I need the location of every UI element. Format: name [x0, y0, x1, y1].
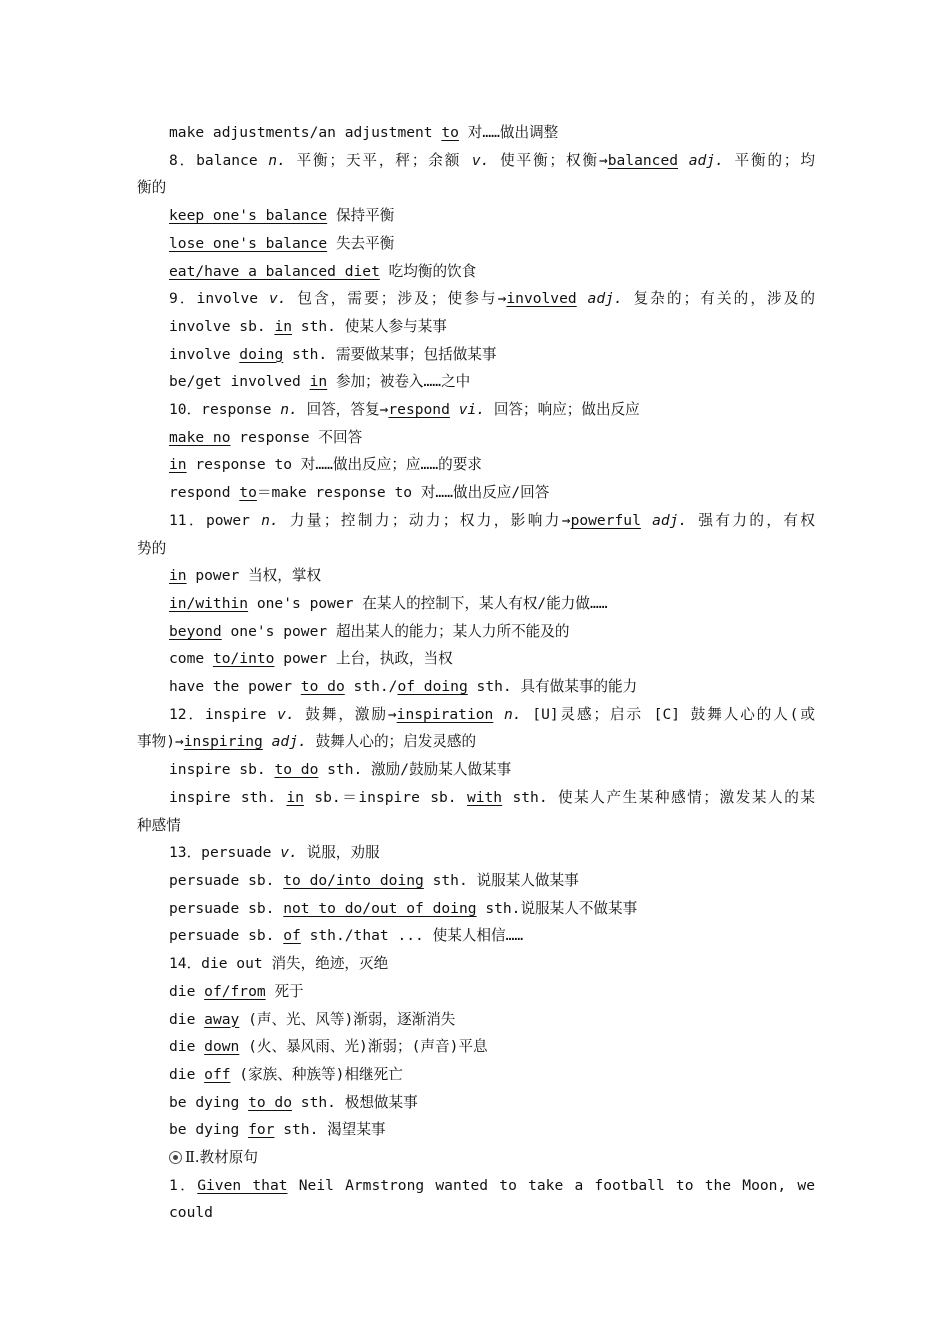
answer-blank: in — [274, 317, 293, 335]
text-line — [137, 701, 815, 729]
text-segment: response 不回答 — [230, 428, 363, 446]
part-of-speech: v. — [471, 151, 490, 169]
text-line — [137, 1006, 815, 1034]
text-segment — [450, 401, 459, 418]
text-segment: 13．persuade — [169, 844, 281, 862]
text-line — [137, 922, 815, 950]
text-segment: 保持平衡 — [327, 207, 395, 225]
text-segment — [577, 290, 588, 307]
part-of-speech: v. — [277, 705, 295, 723]
text-line — [137, 618, 815, 646]
answer-blank: Given that — [197, 1176, 288, 1194]
text-line — [137, 1089, 815, 1117]
text-line — [137, 784, 815, 812]
text-segment: be dying — [169, 1093, 249, 1111]
text-segment: 死于 — [265, 982, 304, 1000]
text-segment: Neil Armstrong wanted to take a football to the Moon, we could — [169, 1176, 815, 1222]
text-line — [137, 285, 815, 313]
text-segment: 12．inspire — [169, 705, 278, 723]
text-line — [137, 812, 815, 840]
text-segment — [263, 733, 272, 750]
textbook-sentence-1 — [137, 1172, 815, 1227]
text-segment: 包含，需要；涉及；使参与→ — [286, 290, 507, 308]
text-segment: 复杂的；有关的，涉及的 — [622, 290, 815, 308]
text-line — [137, 1116, 815, 1144]
answer-blank: of doing — [397, 678, 468, 696]
text-segment: 8．balance — [169, 151, 269, 169]
text-segment: 鼓舞人心的；启发灵感的 — [306, 733, 477, 751]
text-segment: die — [169, 1010, 205, 1028]
text-line — [137, 756, 815, 784]
text-line — [137, 867, 815, 895]
text-segment: sth./that ... 使某人相信…… — [300, 927, 524, 945]
answer-blank: involved — [506, 290, 577, 308]
text-segment: involve — [169, 345, 240, 363]
part-of-speech: v. — [280, 844, 298, 862]
text-segment: 11．power — [169, 511, 262, 529]
text-segment: one's power 在某人的控制下，某人有权/能力做…… — [248, 594, 608, 612]
answer-blank: to do — [248, 1093, 293, 1111]
text-segment: 使平衡；权衡→ — [489, 151, 608, 169]
text-line — [137, 202, 815, 230]
text-segment: 鼓舞，激励→ — [294, 705, 397, 723]
answer-blank: in — [309, 373, 328, 391]
answer-blank: to — [239, 484, 257, 502]
radio-bullet-icon — [169, 1151, 182, 1164]
text-segment: 9．involve — [169, 290, 269, 308]
answer-blank: to do — [300, 678, 345, 696]
text-segment — [641, 512, 652, 529]
text-line — [137, 479, 815, 507]
text-segment: (家族、种族等)相继死亡 — [230, 1065, 403, 1083]
text-segment: sth./ — [344, 678, 398, 696]
part-of-speech: adj. — [652, 511, 688, 529]
text-segment: come — [169, 650, 213, 668]
text-segment: 14．die out 消失，绝迹，灭绝 — [169, 955, 389, 973]
text-segment: response to 对……做出反应；应……的要求 — [186, 456, 482, 474]
text-segment: 1． — [169, 1176, 198, 1194]
text-line — [137, 978, 815, 1006]
text-segment: sth. 需要做某事；包括做某事 — [283, 345, 497, 363]
text-line — [137, 313, 815, 341]
text-line — [137, 535, 815, 563]
text-segment: persuade sb. — [169, 927, 284, 945]
text-line — [137, 424, 815, 452]
text-segment: inspire sth. — [169, 788, 287, 806]
answer-blank: in — [169, 567, 187, 585]
answer-blank: away — [204, 1010, 240, 1028]
answer-blank: in — [286, 788, 304, 806]
text-segment: respond — [169, 484, 240, 502]
answer-blank: to do/into doing — [283, 871, 424, 889]
part-of-speech: vi. — [458, 401, 486, 419]
answer-blank: powerful — [570, 511, 641, 529]
text-segment: (火、暴风雨、光)渐弱；(声音)平息 — [239, 1038, 488, 1056]
part-of-speech: adj. — [587, 290, 623, 308]
text-segment: sth. 使某人产生某种感情；激发某人的某 — [502, 788, 815, 806]
text-segment: make adjustments/an adjustment — [169, 124, 442, 141]
text-segment: inspire sb. — [169, 761, 275, 779]
vocabulary-list — [137, 119, 815, 1144]
text-line — [137, 119, 815, 147]
text-line — [137, 839, 815, 867]
part-of-speech: v. — [268, 290, 287, 308]
text-segment: persuade sb. — [169, 899, 284, 917]
document-body — [137, 119, 815, 1227]
text-line — [137, 507, 815, 535]
text-segment: be dying — [169, 1121, 249, 1139]
text-segment: (声、光、风等)渐弱，逐渐消失 — [239, 1010, 456, 1028]
text-segment: one's power 超出某人的能力；某人力所不能及的 — [221, 622, 570, 640]
part-of-speech: adj. — [688, 151, 724, 169]
answer-blank: inspiring — [183, 733, 263, 751]
answer-blank: not to do/out of doing — [283, 899, 477, 917]
text-line — [137, 341, 815, 369]
text-segment: die — [169, 1065, 205, 1083]
text-line — [137, 174, 815, 202]
section-heading — [137, 1144, 815, 1172]
text-segment: 对……做出调整 — [458, 124, 559, 141]
part-of-speech: n. — [280, 401, 298, 419]
text-line — [137, 590, 815, 618]
answer-blank: to do — [274, 761, 319, 779]
answer-blank: of/from — [204, 982, 266, 1000]
answer-blank: beyond — [169, 622, 222, 640]
text-segment: sth. 说服某人做某事 — [423, 871, 579, 889]
text-segment — [678, 152, 689, 169]
text-segment: die — [169, 982, 205, 1000]
text-segment: die — [169, 1038, 205, 1056]
text-line — [137, 895, 815, 923]
answer-blank: down — [204, 1038, 240, 1056]
part-of-speech: n. — [268, 151, 286, 169]
answer-blank: eat/have a balanced diet — [169, 262, 380, 280]
text-line — [137, 645, 815, 673]
answer-blank: doing — [239, 345, 284, 363]
text-segment: 势的 — [137, 539, 167, 557]
text-segment: 10．response — [169, 401, 281, 419]
answer-blank: keep one's balance — [169, 207, 328, 225]
answer-blank: respond — [388, 401, 450, 419]
text-segment: 参加；被卷入……之中 — [327, 373, 471, 391]
answer-blank: to — [441, 124, 459, 141]
text-line — [137, 728, 815, 756]
text-segment: 平衡的；均 — [723, 151, 815, 169]
text-segment: 事物)→ — [137, 733, 184, 751]
answer-blank: to/into — [212, 650, 275, 668]
text-line — [137, 950, 815, 978]
text-segment: 失去平衡 — [327, 234, 395, 252]
text-line — [137, 673, 815, 701]
text-segment: 说服，劝服 — [297, 844, 380, 862]
text-segment: 强有力的，有权 — [687, 511, 815, 529]
text-segment: persuade sb. — [169, 871, 284, 889]
answer-blank: lose one's balance — [169, 234, 328, 252]
text-segment: be/get involved — [169, 373, 310, 391]
answer-blank: for — [248, 1121, 275, 1139]
text-segment: sb.＝inspire sb. — [303, 788, 467, 806]
text-segment: involve sb. — [169, 317, 275, 335]
text-line — [137, 1033, 815, 1061]
text-segment: ＝make response to 对……做出反应/回答 — [256, 484, 550, 502]
answer-blank: in/within — [169, 594, 249, 612]
text-segment: sth. 渴望某事 — [274, 1121, 386, 1139]
text-line — [137, 562, 815, 590]
answer-blank: balanced — [607, 151, 679, 169]
answer-blank: make no — [169, 428, 231, 446]
part-of-speech: adj. — [271, 733, 307, 751]
answer-blank: with — [466, 788, 503, 806]
answer-blank: in — [169, 456, 187, 474]
text-line — [137, 1061, 815, 1089]
answer-blank: inspiration — [396, 705, 494, 723]
section-heading-label: Ⅱ.教材原句 — [185, 1149, 258, 1167]
text-segment: 平衡；天平，秤；余额 — [285, 151, 472, 169]
text-segment: sth. 极想做某事 — [292, 1093, 418, 1111]
text-segment: sth. 使某人参与某事 — [292, 317, 447, 335]
text-segment: 种感情 — [137, 816, 181, 834]
text-segment: sth. 具有做某事的能力 — [467, 678, 638, 696]
text-segment: 回答，答复→ — [297, 401, 389, 419]
text-line — [137, 147, 815, 175]
text-segment: 衡的 — [137, 179, 167, 197]
text-segment: power 上台，执政，当权 — [274, 650, 453, 668]
answer-blank: of — [283, 927, 301, 945]
text-segment: sth. 激励/鼓励某人做某事 — [318, 761, 512, 779]
text-segment: sth.说服某人不做某事 — [476, 899, 638, 917]
text-line — [137, 230, 815, 258]
text-segment: power 当权，掌权 — [186, 567, 322, 585]
answer-blank: off — [204, 1065, 231, 1083]
text-line — [137, 258, 815, 286]
part-of-speech: n. — [261, 511, 279, 529]
text-segment: [U]灵感；启示 [C] 鼓舞人心的人(或 — [521, 705, 815, 723]
text-segment: have the power — [169, 678, 301, 696]
part-of-speech: n. — [504, 705, 522, 723]
text-line — [137, 368, 815, 396]
text-segment: 力量；控制力；动力；权力，影响力→ — [278, 511, 571, 529]
text-line — [137, 396, 815, 424]
text-line — [137, 451, 815, 479]
text-segment: 回答；响应；做出反应 — [485, 401, 640, 419]
text-segment: 吃均衡的饮食 — [379, 262, 477, 280]
text-segment — [493, 706, 504, 723]
